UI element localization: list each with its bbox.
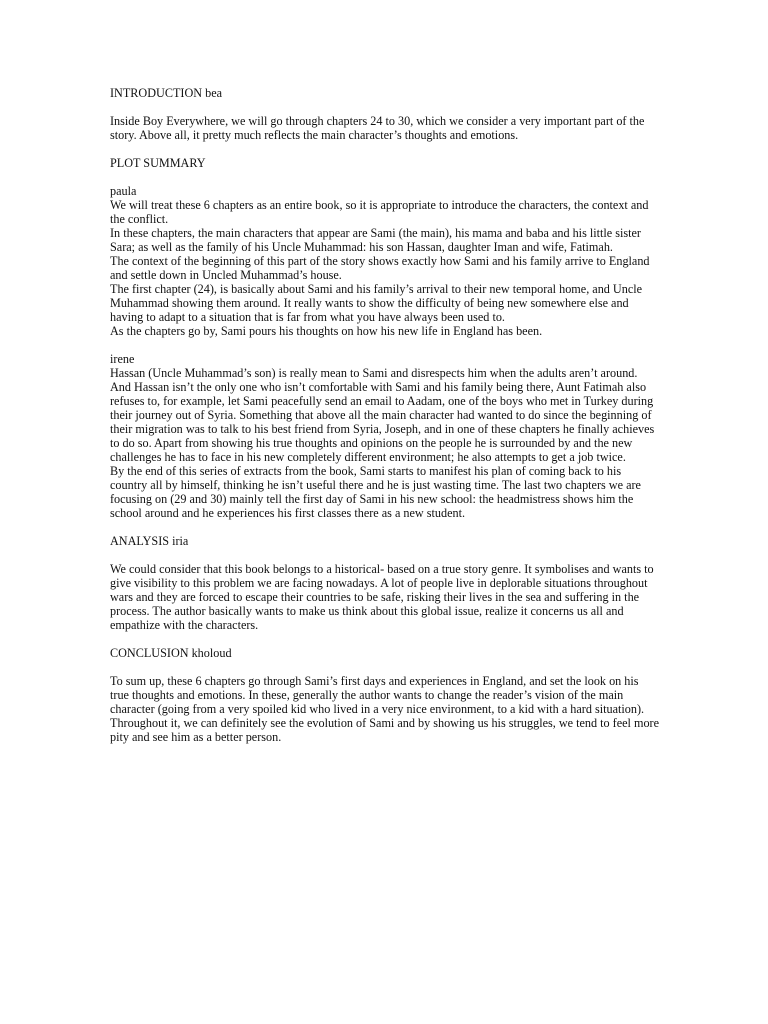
paragraph: The first chapter (24), is basically about Sami and his family’s arrival to their new temporal home, and Uncle Muhammad showing them around. It really wants to show the difficulty of being new somewhere else and having to adapt to a situation that is far from what you have always been used to. <box>110 282 643 324</box>
paragraph: And Hassan isn’t the only one who isn’t comfortable with Sami and his family being there, Aunt Fatimah also refuses to, for example, let Sami peacefully send an email to Aadam, one of the boys who met in Turkey during their journey out of Syria. Something that above all the main character had wanted to do since the beginning of their migration was to talk to his best friend from Syria, Joseph, and in one of these chapters he finally achieves to do so. Apart from showing his true thoughts and opinions on the people he is surrounded by and the new challenges he has to face in his new completely different environment; he also attempts to get a job twice. <box>110 380 655 464</box>
conclusion-paragraph: To sum up, these 6 chapters go through Sami’s first days and experiences in England, and set the look on his true thoughts and emotions. In these, generally the author wants to change the reader’s vision of the main character (going from a very spoiled kid who lived in a very nice environment, to a kid with a hard situation). Throughout it, we can definitely see the evolution of Sami and by showing us his struggles, we tend to feel more pity and see him as a better person. <box>110 674 660 744</box>
paragraph: By the end of this series of extracts from the book, Sami starts to manifest his plan of coming back to his country all by himself, thinking he isn’t useful there and he is just wasting time. The last two chapters we are focusing on (29 and 30) mainly tell the first day of Sami in his new school: the headmistress shows him the school around and he experiences his first classes there as a new student. <box>110 464 641 520</box>
plot-section-irene <box>110 352 660 520</box>
paragraph: As the chapters go by, Sami pours his thoughts on how his new life in England has been. <box>110 324 543 338</box>
intro-heading: INTRODUCTION bea <box>110 86 223 100</box>
section-author-irene: irene <box>110 352 135 366</box>
section-author-paula: paula <box>110 184 137 198</box>
document-page <box>110 86 660 758</box>
plot-summary-heading: PLOT SUMMARY <box>110 156 206 170</box>
analysis-heading: ANALYSIS iria <box>110 534 189 548</box>
paragraph: Hassan (Uncle Muhammad’s son) is really mean to Sami and disrespects him when the adults aren’t around. <box>110 366 638 380</box>
paragraph: In these chapters, the main characters that appear are Sami (the main), his mama and baba and his little sister Sara; as well as the family of his Uncle Muhammad: his son Hassan, daughter Iman and wife, Fatimah. <box>110 226 641 254</box>
analysis-paragraph: We could consider that this book belongs to a historical- based on a true story genre. It symbolises and wants to give visibility to this problem we are facing nowadays. A lot of people live in deplorable situations throughout wars and they are forced to escape their countries to be safe, risking their lives in the sea and suffering in the process. The author basically wants to make us think about this global issue, realize it concerns us all and empathize with the characters. <box>110 562 654 632</box>
paragraph: We will treat these 6 chapters as an entire book, so it is appropriate to introduce the characters, the context and the conflict. <box>110 198 649 226</box>
intro-paragraph: Inside Boy Everywhere, we will go through chapters 24 to 30, which we consider a very important part of the story. Above all, it pretty much reflects the main character’s thoughts and emotions. <box>110 114 645 142</box>
paragraph: The context of the beginning of this part of the story shows exactly how Sami and his family arrive to England and settle down in Uncled Muhammad’s house. <box>110 254 650 282</box>
plot-section-paula <box>110 184 660 338</box>
conclusion-heading: CONCLUSION kholoud <box>110 646 232 660</box>
